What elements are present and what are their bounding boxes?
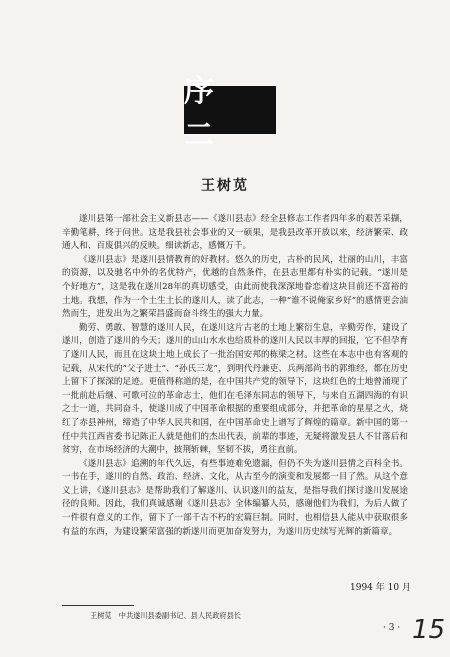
page-number: · 3 · [383,623,401,633]
preface-body [62,213,408,539]
handwritten-mark: 15 [412,615,446,645]
footnote-divider [62,605,134,606]
paragraph: 《遂川县志》是遂川县情教育的好教材。悠久的历史，古朴的民风，壮丽的山川，丰富的资源，以及驰名中外的名优特产，优越的自然条件，在县志里都有朴实的记载。“遂川是个好地方”，这是我在遂川28年的真切感受，由此而使我深深地眷恋着这块目前还不富裕的土地。我想，作为一个土生土长的遂川人，读了此志，一种“谁不说俺家乡好”的感情更会油然而生，进发出为之繁荣昌盛而奋斗终生的强大力量。 [62,254,408,320]
signature-date: 1994 年 10 月 [350,583,411,593]
paragraph: 《遂川县志》追溯的年代久远，有些事迹难免遗漏，但仍不失为遂川县情之百科全书。一书在手，遂川的自然、政治、经济、文化，从古至今的演变和发展都一目了然。从这个意义上讲，《遂川县志》是帮助我们了解遂川、认识遂川的益友，是指导我们探讨遂川发展途径的良师。因此，我们真诚感谢《遂川县志》全体编纂人员，感谢他们为我们，为后人做了一件很有意义的工作，留下了一部千古不朽的宏篇巨制。同时，也相信县人能从中获取很多有益的东西，为建设繁荣富强的新遂川而更加奋发努力，为遂川历史续写光辉的新篇章。 [62,458,408,537]
preface-title: 序 二 [184,86,276,134]
author-name: 王树苋 [201,178,249,194]
paragraph: 勤劳、勇敢、智慧的遂川人民，在遂川这片古老的土地上繁衍生息，辛勤劳作，建设了遂川，创造了遂川的今天；遂川的山山水水也给质朴的遂川人民以丰厚的回报，它不但孕育了遂川人民，而且在这块土地上成长了一批治国安邦的栋梁之材。这些在本志中也有客观的记载，从宋代的“父子进士”、“孙氏三龙”，到明代丹兼吏、兵两部尚书的郭维经，都在历史上留下了探深的足迹。更值得称道的是，在中国共产党的领导下，这块红色的土地曾涌现了一批前赴后继、可歌可泣的革命志士，他们在毛泽东同志的领导下，与来自五湖四海的有识之士一道，共同奋斗，使遂川成了中国革命根据的重要组成部分，并把革命的星星之火，烧红了赤县神州，缔造了中华人民共和国，在中国革命史上谱写了辉煌的篇章。新中国的第一任中共江西省委书记陈正人就是他们的杰出代表，前辈的事迹，无疑将激发县人不甘落后和贫穷，在市场经济的大潮中，披荆斩棘，坚韧不拔，勇往直前。 [62,322,408,456]
author-footnote: 王树苋 中共遂川县委副书记、县人民政府县长 [90,611,241,620]
paragraph: 遂川县第一部社会主义新县志——《遂川县志》经全县修志工作者四年多的艰苦采撷，辛勤笔耕，终于问世。这是我县社会事业的又一硕果，是我县改革开放以来，经济繁荣、政通人和、百废俱兴的反映。细读新志，感慨万千。 [62,214,408,252]
